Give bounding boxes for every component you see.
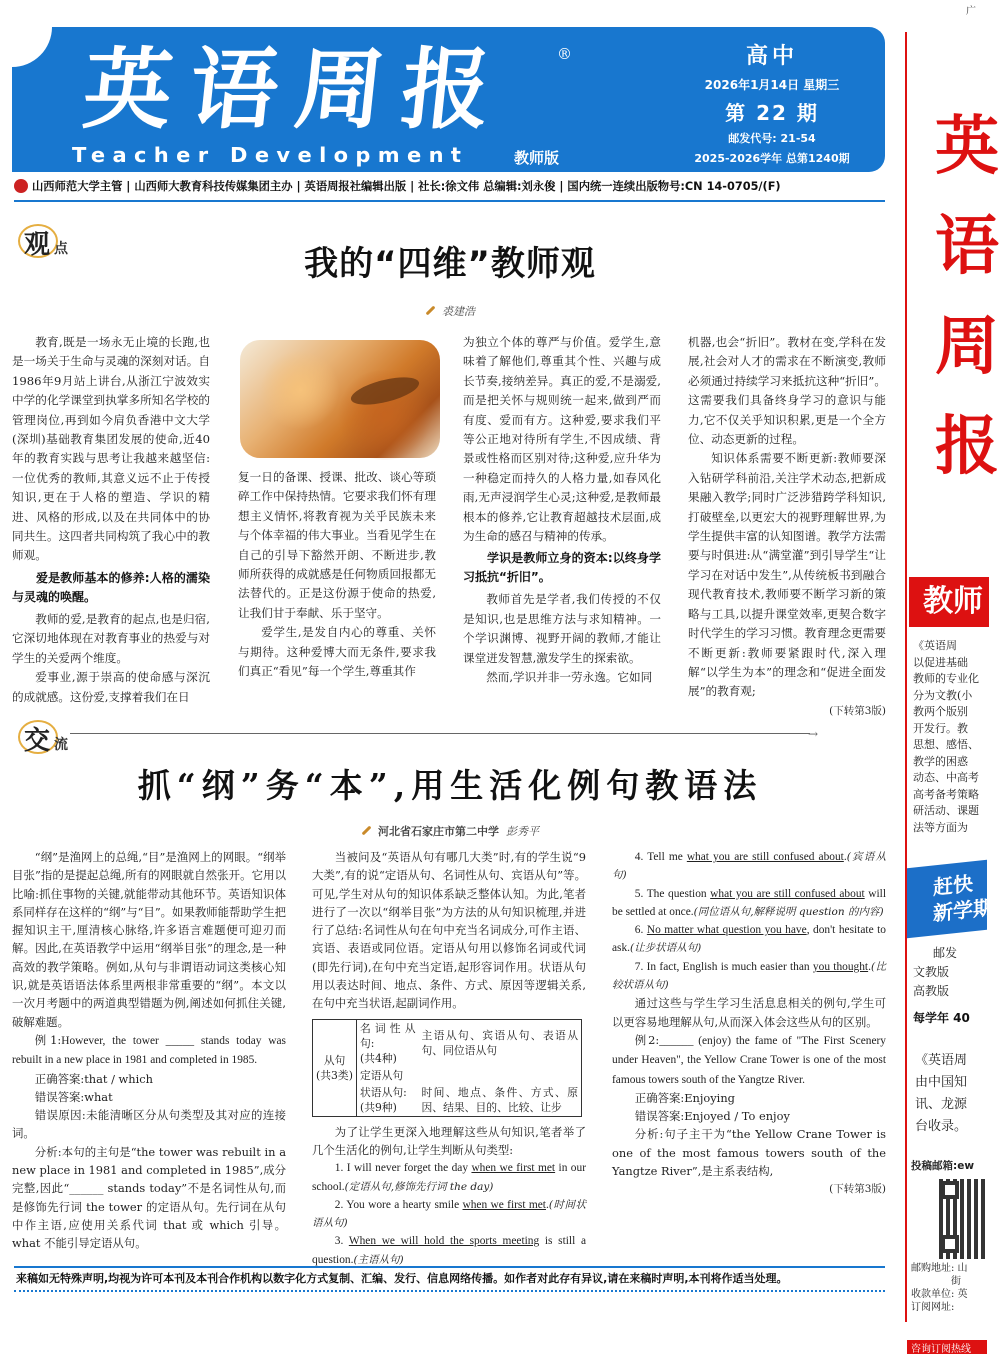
side-top-label: 广 — [966, 6, 976, 17]
ex1-wrong: 错误答案:what — [34, 1089, 113, 1104]
ex2-correct: 正确答案:Enjoying — [634, 1090, 735, 1105]
footer-dotted-rule — [14, 1290, 885, 1292]
section-tag-big: 观 — [24, 230, 51, 260]
newspaper-logo-title: 英语周报 — [78, 37, 514, 141]
masthead — [12, 27, 885, 172]
section-tag-big: 交 — [24, 726, 51, 756]
pen-icon — [426, 306, 436, 316]
university-seal-icon — [14, 179, 28, 193]
article2-col3 — [612, 848, 886, 1199]
example-sentence: 5. The question what you are still confused about will be settled at once.(同位语从句,解释说明 question 的内容) — [612, 887, 886, 918]
issue-date: 2026年1月14日 星期三 — [704, 78, 840, 92]
paragraph: 教师首先是学者,我们传授的不仅是知识,也是思维方法与求知精神。一个学识渊博、视野开阔的教师,才能让课堂迸发智慧,激发学生的探索欲。 — [463, 592, 661, 665]
paragraph: 教育,既是一场永无止境的长跑,也是一场关于生命与灵魂的深刻对话。自1986年9月站上讲台,从浙江宁波效实中学的化学课堂到执掌多所知名学校的管理岗位,再到如今肩负香港中文大学(深圳)基础教育集团发展的使命,近40年的教育实践与思考让我越来越坚信:一位优秀的教师,其意义远不止于传授知识,更在于人格的塑造、学识的精进、风格的形成,以及在共同体中的协同共生。这四者共同构筑了我心中的教师观。 — [12, 335, 210, 563]
clause-table-row-name: 状语从句: (共9种) — [360, 1085, 407, 1114]
arrow-right-icon: → — [808, 727, 819, 741]
ex2-label: 例2: — [634, 1032, 660, 1047]
side-logo: 英语周报 — [935, 109, 999, 484]
paragraph: 机器,也会“折旧”。教材在变,学科在发展,社会对人才的需求在不断演变,教师必须通过持续学习来抵抗这种“折旧”。这需要我们具备终身学习的意识与能力,它不仅关乎知识积累,更是一个全方位、动态更新的过程。 — [688, 335, 886, 447]
publisher-info-text: 山西师范大学主管 | 山西师大教育科技传媒集团主办 | 英语周报社编辑出版 | 社长:徐文伟 总编辑:刘永俊 | 国内统一连续出版物号:CN 14-0705/(F) — [32, 180, 781, 193]
side-mention: 《英语周 由中国知 讯、龙源 台收录。 — [915, 1053, 968, 1134]
article1-author: 裘建浩 — [442, 305, 475, 318]
article1-continued-note: (下转第3版) — [829, 704, 886, 717]
clause-table-row-name: 定语从句 — [360, 1068, 404, 1082]
side-text: 《英语周 以促进基础 教师的专业化 分为文教(小 教两个版别 开发行。教 思想、感悟、 教学的困惑 动态、中高考 高考备考策略 研活动、课题 法等方面为 — [913, 639, 979, 834]
side-price: 每学年 40 — [913, 1011, 970, 1025]
article2-continued-note: (下转第3版) — [829, 1183, 886, 1196]
example1 — [12, 1031, 286, 1070]
clause-table — [312, 1019, 582, 1117]
article2-title: 抓“纲”务“本”,用生活化例句教语法 — [137, 766, 763, 805]
paragraph: 为独立个体的尊严与价值。爱学生,意味着了解他们,尊重其个性、兴趣与成长节奏,接纳差异。真正的爱,不是溺爱,而是把关怀与规则统一起来,做到严而有度、爱而有方。这种爱,要求我们平等公正地对待所有学生,不因成绩、背景或性格而区别对待;这种爱,应升华为一种稳定而持久的人格力量,如春风化雨,无声浸润学生心灵;这种爱,是教师最根本的修养,它让教育超越技术层面,成为生命的感召与精神的传承。 — [463, 335, 661, 544]
postal-code: 邮发代号: 21-54 — [728, 132, 816, 145]
publisher-info-bar — [14, 178, 885, 198]
paragraph: 爱事业,源于崇高的使命感与深沉的成就感。这份爱,支撑着我们在日 — [12, 670, 210, 704]
edition-label: 教师版 — [514, 149, 560, 167]
paragraph: 为了让学生更深入地理解这些从句知识,笔者举了几个生活化的例句,让学生判断从句类型: — [312, 1124, 586, 1157]
paragraph: 当被问及“英语从句有哪几大类”时,有的学生说“9大类”,有的说“定语从句、名词性从句、宾语从句”等。可见,学生对从句的知识体系缺乏整体认知。为此,笔者进行了一次以“纲举目张”为方法的从句知识梳理,并进行了总结:名词性从句在句中充当名词成分,可作主语、宾语、表语或同位语。定语从句用以修饰名词或代词(即先行词),在句中充当定语,起形容词作用。状语从句用以表达时间、地点、条件、方式、原因等逻辑关系,在句中充当状语,起副词作用。 — [312, 850, 586, 1011]
article2-col2 — [312, 848, 586, 1269]
article1-byline — [0, 303, 900, 319]
section-tag-exchange — [14, 716, 84, 760]
article2-author: 彭秀平 — [506, 825, 539, 838]
level-label: 高中 — [745, 44, 798, 69]
clause-table-root: 从句 (共3类) — [313, 1019, 357, 1116]
ex1-correct: 正确答案:that / which — [34, 1071, 154, 1086]
registered-mark: ® — [557, 45, 572, 63]
ex2-wrong: 错误答案:Enjoyed / To enjoy — [634, 1109, 790, 1124]
paragraph: 然而,学识并非一劳永逸。它如同 — [486, 670, 653, 685]
clause-table-row-name: 名词性从句: (共4种) — [360, 1021, 416, 1065]
article2-school: 河北省石家庄市第二中学 — [378, 825, 499, 838]
footer-statement: 来稿如无特殊声明,均视为许可本刊及本刊合作机构以数字化方式复制、汇编、发行、信息网络传播。如作者对此存有异议,请在来稿时声明,本刊将作适当处理。 — [16, 1272, 788, 1285]
example-sentence: 2. You wore a hearty smile when we first met.(时间状语从句) — [312, 1198, 586, 1230]
example-sentence: 7. In fact, English is much easier than you thought.(比较状语从句) — [612, 960, 887, 992]
article1-col3 — [463, 333, 661, 688]
article1-subheading2: 学识是教师立身的资本:以终身学习抵抗“折旧”。 — [463, 551, 661, 585]
ex2-text: ______ (enjoy) the fame of "The First Scenery under Heaven", the Yellow Crane Tower is one of the most famous towers south of the Yangtze River. — [612, 1034, 886, 1086]
paragraph: 知识体系需要不断更新:教师要深入钻研学科前沿,关注学术动态,把新成果融入教学;同时广泛涉猎跨学科知识,打破壁垒,以更宏大的视野理解世界,为学生提供丰富的认知图谱。教学方法需要与时俱进:从“满堂灌”到引导学生“让学习在对话中发生”,从传统板书到融合现代教育技术,教师要不断学习新的策略与工具,以提升课堂效率,更契合数字时代学生的学习习惯。教育理念更需要不断更新:教师要紧跟时代,深入理解“以学生为本”的理念和“促进全面发展”的教育观; — [688, 451, 886, 699]
side-ad-panel — [905, 32, 999, 1355]
qr-code-icon — [939, 1179, 987, 1259]
ex1-text: However, the tower _____ stands today was rebuilt in a new place in 1981 and completed in 1985. — [12, 1034, 286, 1067]
paragraph: 通过这些与学生学习生活息息相关的例句,学生可以更容易地理解从句,从而深入体会这些从句的区别。 — [612, 996, 886, 1029]
year-total: 2025-2026学年 总第1240期 — [694, 152, 850, 165]
side-hotline: 咨询订阅热线 — [907, 1340, 987, 1354]
side-banner: 教师 — [909, 577, 989, 627]
ex1-analysis: 分析:本句的主句是“the tower was rebuilt in a new place in 1981 and completed in 1985”,成分完整,因此“______ stands today”不是名词性从句,而是修饰先行词 the tower 的定语从句。先行词在从句中作主语,应使用关系代词 that 或 which 引导。what 不能引导定语从句。 — [12, 1144, 286, 1251]
clause-table-row-desc: 主语从句、宾语从句、表语从句、同位语从句 — [421, 1029, 578, 1058]
side-subscribe-ribbon: 赶快 新学期 — [907, 860, 987, 938]
article1-subheading1: 爱是教师基本的修养:人格的濡染与灵魂的唤醒。 — [12, 570, 210, 604]
ex2-analysis: 分析:句子主干为“the Yellow Crane Tower is one of the most famous towers south of the Yangtze River”,是主系表结构, — [612, 1127, 886, 1179]
ex1-reason: 错误原因:未能清晰区分从句类型及其对应的连接词。 — [12, 1108, 286, 1141]
paragraph: 复一日的备课、授课、批改、谈心等琐碎工作中保持热情。它要求我们怀有理想主义情怀,将教育视为关乎民族未来与个体幸福的伟大事业。当看见学生在自己的引导下豁然开朗、不断进步,教师所获得的成就感是任何物质回报都无法替代的。正是这份源于使命的热爱,让我们甘于奉献、乐于坚守。 — [238, 470, 436, 620]
issue-number: 第 22 期 — [725, 101, 819, 125]
top-rule — [14, 200, 885, 202]
ex1-label: 例1: — [34, 1032, 62, 1047]
clause-table-row-desc — [419, 1067, 582, 1084]
side-address: 邮购地址: 山 街 收款单位: 英 订阅网址: — [911, 1263, 968, 1313]
example-sentence: 6. No matter what question you have, don't hesitate to ask.(让步状语从句) — [612, 924, 886, 955]
example-sentence: 4. Tell me what you are still confused about.(宾语从句) — [612, 851, 886, 882]
article1-col2 — [238, 468, 436, 681]
side-sub-lines: 邮发 文教版 高教版 — [913, 946, 958, 998]
article1-title: 我的“四维”教师观 — [304, 244, 596, 284]
article1-col4 — [688, 333, 886, 721]
paragraph: 爱学生,是发自内心的尊重、关怀与期待。这种爱博大而无条件,要求我们真正“看见”每一个学生,尊重其作 — [238, 625, 436, 679]
paragraph: “纲”是渔网上的总绳,“目”是渔网上的网眼。“纲举目张”指的是提起总绳,所有的网眼就自然张开。它用以比喻:抓住事物的关键,就能带动其他环节。英语知识体系同样存在这样的“纲”与“目”。如果教师能帮助学生把握知识主干,厘清核心脉络,许多语言难题便可迎刃而解。因此,在英语教学中运用“纲举目张”的理念,是一种高效的教学策略。例如,从句与非谓语动词这类核心知识,就是英语语法体系里两根非常重要的“纲”。本文以一次月考题中的两道典型错题为例,阐述如何抓住关键,破解难题。 — [12, 850, 286, 1029]
article1-photo — [240, 340, 440, 458]
example2 — [612, 1031, 886, 1089]
newspaper-english-name: Teacher Development — [72, 143, 469, 167]
clause-table-row-desc: 时间、地点、条件、方式、原因、结果、目的、比较、让步 — [421, 1085, 578, 1114]
paragraph: 教师的爱,是教育的起点,也是归宿,它深切地体现在对教育事业的热爱与对学生的关爱两个维度。 — [12, 611, 210, 665]
issue-meta — [672, 39, 872, 166]
side-email: 投稿邮箱:ew — [911, 1160, 975, 1172]
article1-col1 — [12, 333, 210, 707]
pen-icon — [362, 826, 372, 836]
example-sentence: 1. I will never forget the day when we first met in our school.(定语从句,修饰先行词 the day) — [312, 1162, 586, 1193]
section-tag-small: 点 — [54, 241, 68, 257]
section-divider — [70, 733, 810, 734]
footer-rule — [14, 1266, 885, 1268]
example-sentence: 3. When we will hold the sports meeting is still a question.(主语从句) — [312, 1235, 586, 1266]
article2-col1 — [12, 848, 286, 1253]
masthead-corner — [12, 27, 52, 67]
section-tag-small: 流 — [54, 737, 68, 753]
article2-byline — [0, 823, 900, 839]
